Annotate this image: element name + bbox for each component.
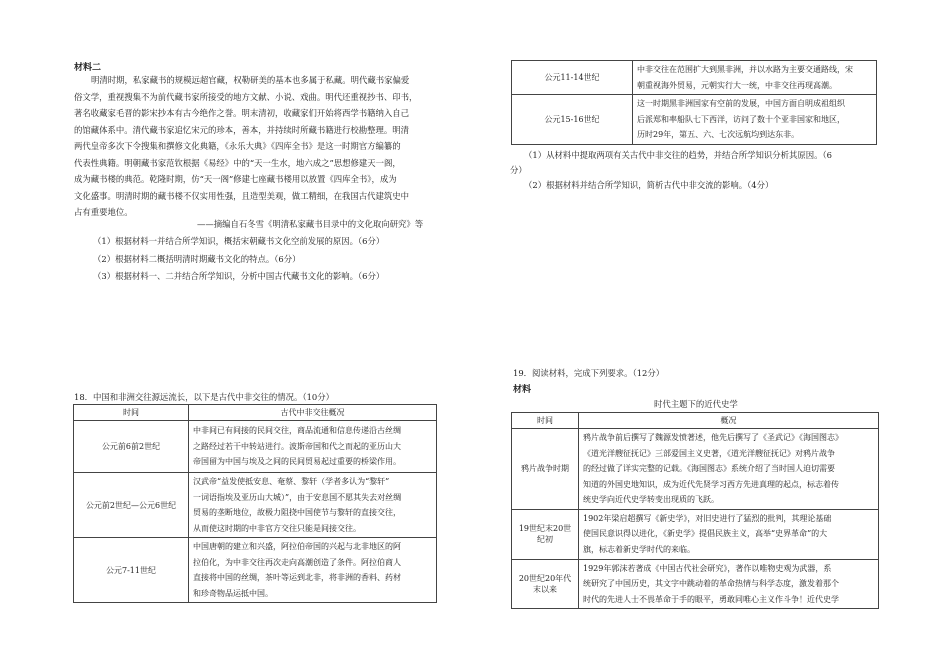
desc-line: 统研究了中国历史，其文字中跳动着的革命热情与科学态度，激发着那个: [583, 579, 839, 588]
desc-line: 从而使这时期的中非官方交往只能是间接交往。: [193, 523, 361, 533]
desc-line: 1929年郭沫若著成《中国古代社会研究》，著作以唯物史观为武器，系: [583, 563, 832, 573]
table-row: [512, 559, 879, 609]
q18-row-desc: [189, 473, 437, 538]
question-17-1: （1）根据材料一并结合所学知识，概括宋朝藏书文化空前发展的原因。（6分）: [93, 236, 385, 246]
material2-line: 文化盛事。明清时期的藏书楼不仅实用性强，且造型美观，做工精细，在我国古代建筑史中: [74, 190, 409, 201]
table-row: [74, 473, 437, 538]
desc-line: 《道光洋艘征抚记》三部爱国主义史著，《道光洋艘征抚记》对鸦片战争: [583, 448, 835, 458]
desc-line: 历时29年，第五、六、七次远航均到达东非。: [637, 130, 800, 139]
q18-row-time: 公元11-14世纪: [512, 61, 633, 95]
material2-body: [74, 72, 439, 221]
time-line: 末以来: [533, 584, 557, 594]
time-line: 20世纪20年代: [518, 573, 572, 583]
desc-line: 中非交往在范围扩大到黑非洲，并以水路为主要交通路线，宋: [637, 65, 853, 74]
desc-line: 知道的外国史地知识，成为近代先贤学习西方先进真理的起点，标志着传: [583, 479, 839, 489]
questions-17: [93, 233, 384, 286]
desc-line: 中非间已有间接的民间交往，商品流通和信息传递沿古丝绸: [193, 426, 401, 436]
desc-line: 后派郑和率船队七下西洋，访问了数十个亚非国家和地区，: [637, 114, 845, 124]
desc-line: 时代的先进人士不畏革命于手的眼平，勇敢同唯心主义作斗争！近代史学: [583, 594, 839, 604]
q18-row-time: 公元15-16世纪: [512, 95, 633, 145]
material2-line: 两代皇帝多次下令搜集和撰修文化典籍，《永乐大典》《四库全书》是这一时期官方编纂的: [74, 141, 401, 151]
material2-line: 明清时期，私家藏书的规模远超官藏，权勒研美的基本也多属于私藏。明代藏书家偏爱: [91, 75, 410, 85]
material2-line: 著名收藏家毛晋的影宋抄本有古今绝作之誉。明末清初，收藏家们开始将西学书籍纳入自己: [74, 108, 409, 118]
q19-material-label: 材料: [513, 385, 532, 395]
desc-line: 拉伯化，为中非交往再次走向高潮创造了条件。阿拉伯商人: [193, 557, 401, 567]
desc-line: 鸦片战争前后撰写了魏源发愤著述，他先后撰写了《圣武记》《海国图志》: [583, 433, 843, 442]
question-17-2: （2）根据材料二概括明清时期藏书文化的特点。（6分）: [93, 253, 301, 264]
q19-row-desc: [579, 559, 879, 609]
desc-line: 中国唐朝的建立和兴盛，阿拉伯帝国的兴起与北非地区的阿: [193, 542, 401, 551]
questions-18: [510, 148, 832, 193]
table-row: [512, 509, 879, 559]
material2-line: 占有重要地位。: [74, 207, 133, 217]
table-row: [512, 429, 879, 510]
time-line: 纪初: [537, 535, 553, 544]
q18-row-desc: [189, 538, 437, 603]
table-row: [74, 538, 437, 603]
desc-line: 统史学向近代史学转变出现质的飞跃。: [583, 495, 719, 504]
time-line: 19世纪末20世: [518, 524, 572, 533]
q18-row-desc: [633, 61, 877, 95]
q19-row-desc: [579, 509, 879, 559]
q18-row-time: 公元前6前2世纪: [74, 421, 189, 473]
q18-header-time: 时间: [74, 405, 189, 421]
desc-line: 一词语指埃及亚历山大城）”，由于安息国不愿其失去对丝绸: [193, 492, 402, 502]
desc-line: 旗，标志着新史学时代的来临。: [583, 544, 695, 554]
table-row: [512, 95, 877, 145]
table-row: [512, 61, 877, 95]
q19-row-time: [512, 559, 579, 609]
desc-line: 贸易的垄断地位，故极力阻挠中国使节与黎轩的直接交往，: [193, 508, 401, 517]
material2-line: 代表性典籍。明朝藏书家范钦根据《易经》中的“天一生水，地六成之”思想修建天一阁，: [74, 157, 401, 168]
q18-row-time: 公元7-11世纪: [74, 538, 189, 603]
q18-table: [73, 404, 437, 603]
material2-line: 的馆藏体系中。清代藏书家追忆宋元的珍本，善本，并持续时所藏书籍进行校勘整理。明清: [74, 124, 409, 135]
desc-line: 汉武帝“益发使抵安息、奄蔡、黎轩（学者多认为“黎轩”: [193, 477, 390, 486]
q19-header-time: 时间: [512, 413, 579, 429]
table-row: [74, 421, 437, 473]
question-18-2: （2）根据材料并结合所学知识，简析古代中非交流的影响。（4分）: [524, 180, 774, 190]
q18-title: 18．中国和非洲交往源远流长，以下是古代中非交往的情况。（10分）: [74, 392, 334, 402]
material2-title: 材料二: [74, 63, 102, 73]
q19-header-desc: 概况: [579, 413, 879, 429]
desc-line: 和珍奇物品运抵中国。: [193, 588, 273, 598]
desc-line: 帝国留为中国与埃及之间的民间贸易起过重要的桥梁作用。: [193, 457, 401, 467]
desc-line: 这一时期黑非洲国家有空前的发展，中国方面自明成祖组织: [637, 99, 845, 108]
desc-line: 朝重视海外贸易，元朝实行大一统，中非交往再现高潮。: [637, 80, 837, 90]
desc-line: 1902年梁启超撰写《新史学》，对旧史进行了猛烈的批判，其理论基础: [583, 513, 832, 523]
q18-row-desc: [633, 95, 877, 145]
desc-line: 之路经过若干中转站进行。波斯帝国和代之而起的亚历山大: [193, 441, 401, 451]
question-18-1-cont: 分）: [510, 165, 527, 175]
material2-line: 成为藏书楼的典范。乾隆时期，仿“天一阁”修建七座藏书楼用以放置《四库全书》，成为: [74, 174, 397, 184]
q19-table: [511, 412, 879, 609]
desc-line: 直接将中国的丝绸，茶叶等运到北非，将非洲的香料、药材: [193, 573, 401, 582]
question-18-1: （1）从材料中提取两项有关古代中非交往的趋势，并结合所学知识分析其原因。（6: [524, 150, 832, 160]
q18-header-desc: 古代中非交往概况: [189, 405, 437, 421]
material2-source: ——摘编自石冬雪《明清私家藏书目录中的文化取向研究》等: [197, 219, 424, 229]
q19-row-time: 鸦片战争时期: [512, 429, 579, 510]
q18-row-desc: [189, 421, 437, 473]
q18-table-continued: [511, 60, 877, 145]
q19-row-time: [512, 509, 579, 559]
desc-line: 使国民意识得以进化，《新史学》提倡民族主义，高举“史界革命”的大: [583, 529, 828, 539]
q18-row-time: 公元前2世纪—公元6世纪: [74, 473, 189, 538]
q19-title: 19．阅读材料，完成下列要求。（12分）: [513, 368, 665, 378]
q19-row-desc: [579, 429, 879, 510]
question-17-3: （3）根据材料一、二并结合所学知识，分析中国古代藏书文化的影响。（6分）: [93, 271, 385, 281]
q19-table-title: 时代主题下的近代史学: [654, 399, 738, 409]
material2-line: 俗文学，重视搜集不为前代藏书家所接受的地方文献、小说、戏曲。明代还重视抄书、印书，: [74, 91, 418, 102]
desc-line: 的经过做了详实完整的记载。《海国图志》系统介绍了当时国人迫切需要: [583, 464, 835, 473]
